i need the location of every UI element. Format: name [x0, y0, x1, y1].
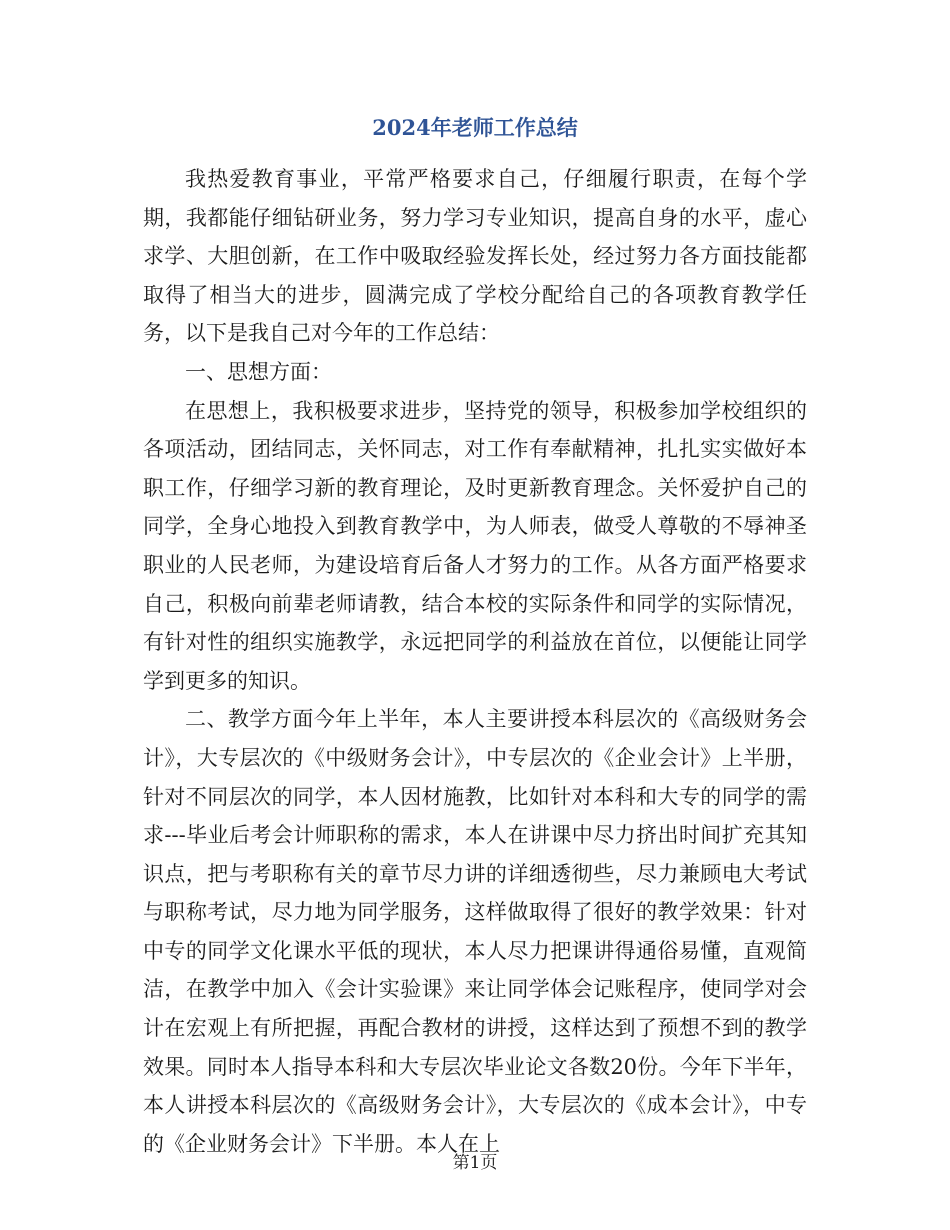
paragraph-intro: 我热爱教育事业，平常严格要求自己，仔细履行职责，在每个学期，我都能仔细钻研业务，努力学习专业知识，提高自身的水平，虚心求学、大胆创新，在工作中吸取经验发挥长处，经过努力各方面技能都取得了相当大的进步，圆满完成了学校分配给自己的各项教育教学任务，以下是我自己对今年的工作总结：	[143, 167, 807, 346]
section-heading-thought: 一、思想方面：	[185, 359, 332, 384]
page-number: 第1页	[452, 1153, 498, 1173]
document-body	[143, 160, 807, 1163]
paragraph-teaching: 二、教学方面今年上半年，本人主要讲授本科层次的《高级财务会计》，大专层次的《中级财务会计》，中专层次的《企业会计》上半册，针对不同层次的同学，本人因材施教，比如针对本科和大专的同学的需求---毕业后考会计师职称的需求，本人在讲课中尽力挤出时间扩充其知识点，把与考职称有关的章节尽力讲的详细透彻些，尽力兼顾电大考试与职称考试，尽力地为同学服务，这样做取得了很好的教学效果：针对中专的同学文化课水平低的现状，本人尽力把课讲得通俗易懂，直观简洁，在教学中加入《会计实验课》来让同学体会记账程序，使同学对会计在宏观上有所把握，再配合教材的讲授，这样达到了预想不到的教学效果。同时本人指导本科和大专层次毕业论文各数20份。今年下半年，本人讲授本科层次的《高级财务会计》，大专层次的《成本会计》，中专的《企业财务会计》下半册。本人在上	[143, 707, 807, 1156]
paragraph-thought: 在思想上，我积极要求进步，坚持党的领导，积极参加学校组织的各项活动，团结同志，关怀同志，对工作有奉献精神，扎扎实实做好本职工作，仔细学习新的教育理论，及时更新教育理念。关怀爱护自己的同学，全身心地投入到教育教学中，为人师表，做受人尊敬的不辱神圣职业的人民老师，为建设培育后备人才努力的工作。从各方面严格要求自己，积极向前辈老师请教，结合本校的实际条件和同学的实际情况，有针对性的组织实施教学，永远把同学的利益放在首位，以便能让同学学到更多的知识。	[143, 398, 807, 693]
document-title: 2024年老师工作总结	[372, 115, 578, 140]
